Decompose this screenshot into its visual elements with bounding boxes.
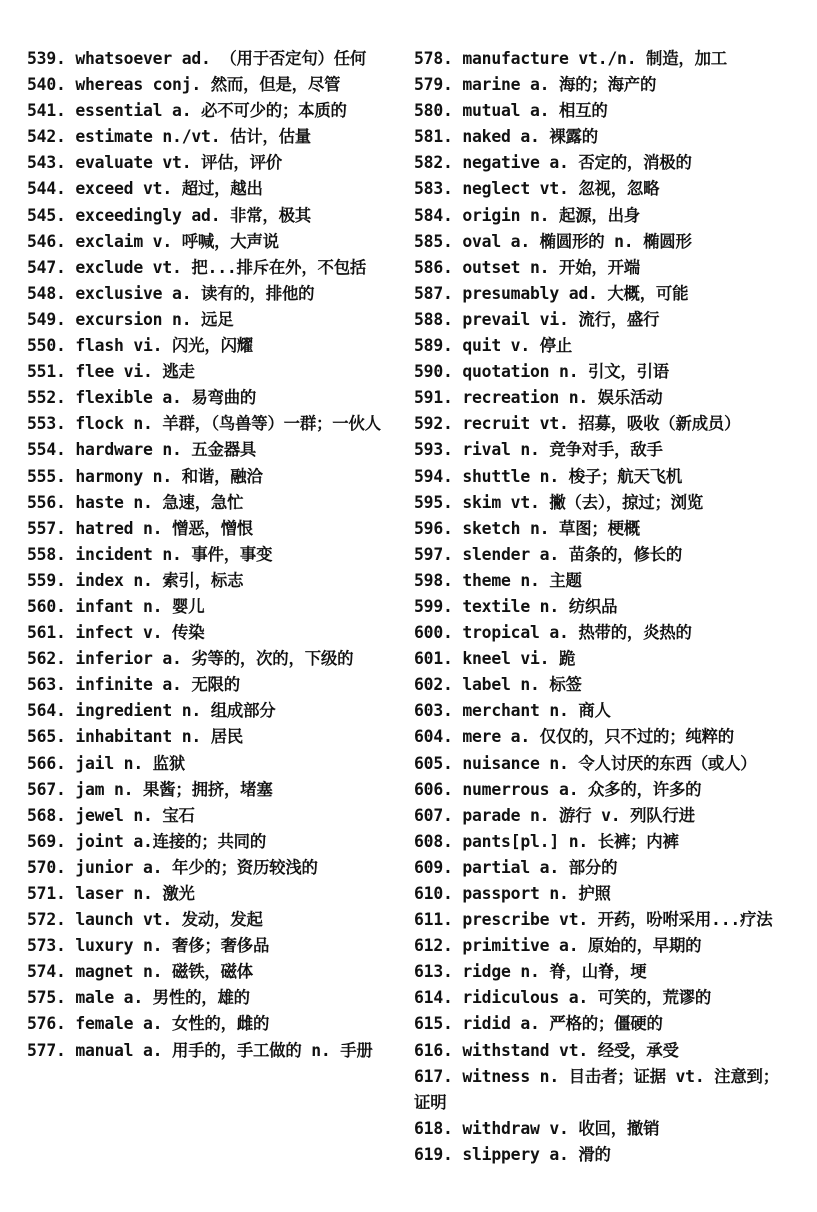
vocab-entry: 614. ridiculous a. 可笑的，荒谬的 [414,988,712,1008]
vocab-entry: 580. mutual a. 相互的 [414,101,608,121]
vocab-entry: 578. manufacture vt./n. 制造，加工 [414,49,727,68]
vocab-entry: 616. withstand vt. 经受，承受 [414,1040,679,1060]
right-column [414,46,793,1212]
vocab-entry: 600. tropical a. 热带的，炎热的 [414,623,692,643]
vocab-entry: 551. flee vi. 逃走 [27,362,195,382]
vocab-entry: 579. marine a. 海的；海产的 [414,75,657,95]
vocab-entry: 545. exceedingly ad. 非常，极其 [27,205,311,225]
vocab-entry: 604. mere a. 仅仅的，只不过的；纯粹的 [414,727,734,747]
vocab-entry: 576. female a. 女性的，雌的 [27,1014,270,1034]
vocab-entry: 575. male a. 男性的，雄的 [27,988,250,1008]
vocab-entry: 599. textile n. 纺织品 [414,596,618,616]
vocab-entry: 591. recreation n. 娱乐活动 [414,388,663,408]
vocab-entry: 610. passport n. 护照 [414,884,611,903]
vocab-entry: 539. whatsoever ad. （用于否定句）任何 [27,49,367,68]
vocab-entry: 589. quit v. 停止 [414,336,573,356]
vocab-entry: 554. hardware n. 五金器具 [27,440,257,460]
vocab-entry: 590. quotation n. 引文，引语 [414,362,669,382]
vocab-entry: 559. index n. 索引，标志 [27,570,244,590]
vocab-entry: 619. slippery a. 滑的 [414,1144,611,1164]
vocab-entry: 550. flash vi. 闪光，闪耀 [27,336,253,356]
vocab-entry: 595. skim vt. 撇（去），掠过；浏览 [414,492,704,512]
vocab-entry: 546. exclaim v. 呼喊，大声说 [27,231,279,251]
vocab-entry: 584. origin n. 起源，出身 [414,205,640,225]
vocab-entry: 543. evaluate vt. 评估，评价 [27,153,282,173]
vocab-entry: 572. launch vt. 发动，发起 [27,910,263,930]
vocab-entry: 562. inferior a. 劣等的，次的，下级的 [27,649,354,669]
vocab-entry: 548. exclusive a. 读有的，排他的 [27,283,315,303]
vocab-entry: 566. jail n. 监狱 [27,753,186,773]
vocab-entry: 617. witness n. 目击者；证据 vt. 注意到；证明 [414,1066,779,1112]
vocab-entry: 541. essential a. 必不可少的；本质的 [27,101,347,121]
left-column [27,46,400,1212]
vocab-entry: 568. jewel n. 宝石 [27,805,195,825]
vocab-entry: 558. incident n. 事件，事变 [27,544,273,564]
vocab-entry: 556. haste n. 急速，急忙 [27,492,244,512]
vocab-entry: 577. manual a. 用手的，手工做的 n. 手册 [27,1040,373,1060]
vocab-entry: 603. merchant n. 商人 [414,701,611,721]
vocab-entry: 602. label n. 标签 [414,675,582,695]
vocab-entry: 560. infant n. 婴儿 [27,596,205,616]
vocab-entry: 569. joint a.连接的；共同的 [27,831,267,851]
vocab-entry: 565. inhabitant n. 居民 [27,727,244,747]
vocab-entry: 582. negative a. 否定的，消极的 [414,153,692,173]
vocab-entry: 542. estimate n./vt. 估计，估量 [27,127,311,147]
vocab-entry: 593. rival n. 竞争对手，敌手 [414,440,663,460]
vocab-entry: 588. prevail vi. 流行，盛行 [414,309,660,329]
vocab-entry: 552. flexible a. 易弯曲的 [27,388,257,408]
vocab-entry: 574. magnet n. 磁铁，磁体 [27,962,253,982]
vocab-entry: 549. excursion n. 远足 [27,309,234,329]
vocab-entry: 571. laser n. 激光 [27,884,195,903]
vocab-entry: 615. ridid a. 严格的；僵硬的 [414,1014,663,1034]
vocab-entry: 592. recruit vt. 招募，吸收（新成员） [414,414,741,434]
vocab-entry: 544. exceed vt. 超过，越出 [27,179,263,199]
vocab-entry: 587. presumably ad. 大概，可能 [414,283,689,303]
vocab-entry: 613. ridge n. 脊，山脊，埂 [414,962,647,982]
vocab-entry: 594. shuttle n. 梭子；航天飞机 [414,466,683,486]
vocab-entry: 596. sketch n. 草图；梗概 [414,518,640,538]
vocab-entry: 570. junior a. 年少的；资历较浅的 [27,857,318,877]
vocab-entry: 561. infect v. 传染 [27,623,205,643]
vocab-entry: 609. partial a. 部分的 [414,857,618,877]
vocab-entry: 607. parade n. 游行 v. 列队行进 [414,805,695,825]
vocab-entry: 567. jam n. 果酱；拥挤，堵塞 [27,779,273,799]
vocab-entry: 547. exclude vt. 把...排斥在外，不包括 [27,257,367,277]
vocab-entry: 598. theme n. 主题 [414,570,582,590]
vocab-entry: 612. primitive a. 原始的，早期的 [414,936,702,956]
vocab-entry: 540. whereas conj. 然而，但是，尽管 [27,75,341,95]
vocab-entry: 553. flock n. 羊群，（鸟兽等）一群；一伙人 [27,414,381,434]
vocab-entry: 611. prescribe vt. 开药，吩咐采用...疗法 [414,910,773,930]
vocab-entry: 606. numerrous a. 众多的，许多的 [414,779,702,799]
vocab-entry: 585. oval a. 椭圆形的 n. 椭圆形 [414,231,692,251]
vocab-entry: 563. infinite a. 无限的 [27,675,240,695]
vocab-entry: 601. kneel vi. 跪 [414,649,576,669]
vocab-entry: 583. neglect vt. 忽视，忽略 [414,179,660,199]
vocab-entry: 564. ingredient n. 组成部分 [27,701,276,721]
vocab-entry: 586. outset n. 开始，开端 [414,257,640,277]
vocab-entry: 618. withdraw v. 收回，撤销 [414,1118,660,1138]
vocab-entry: 555. harmony n. 和谐，融洽 [27,466,263,486]
vocab-entry: 581. naked a. 裸露的 [414,127,598,147]
vocab-entry: 573. luxury n. 奢侈；奢侈品 [27,936,270,956]
vocab-entry: 597. slender a. 苗条的，修长的 [414,544,683,564]
vocab-entry: 557. hatred n. 憎恶，憎恨 [27,518,253,538]
vocab-entry: 605. nuisance n. 令人讨厌的东西（或人） [414,753,757,773]
vocab-entry: 608. pants[pl.] n. 长裤；内裤 [414,831,679,851]
